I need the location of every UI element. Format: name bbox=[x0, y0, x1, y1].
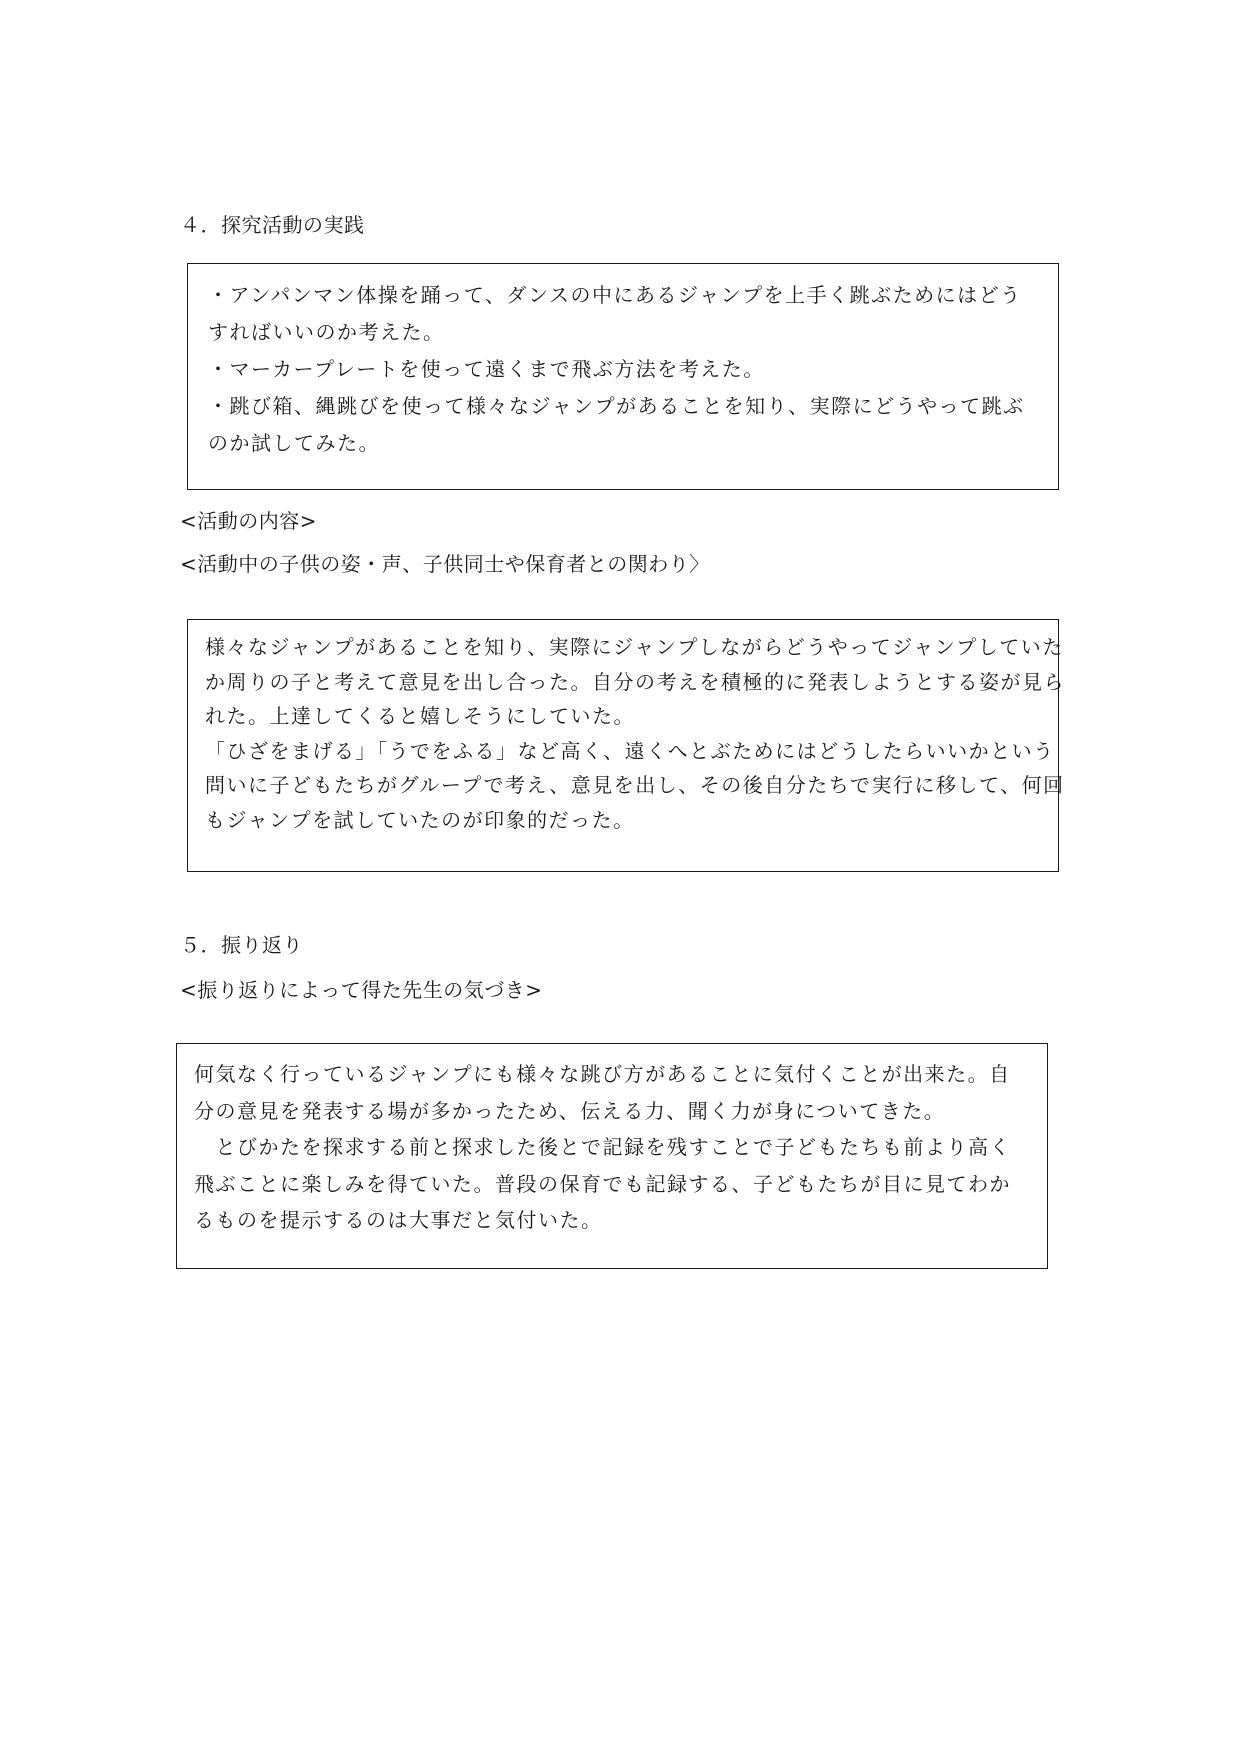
observation-line: 様々なジャンプがあることを知り、実際にジャンプしながらどうやってジャンプしていた bbox=[205, 635, 1064, 659]
teacher-insight-box bbox=[176, 1043, 1048, 1269]
insight-line: 何気なく行っているジャンプにも様々な跳び方があることに気付くことが出来た。自 bbox=[194, 1062, 1011, 1086]
section-4-heading: ４．探究活動の実践 bbox=[180, 213, 365, 237]
practice-line: ・アンパンマン体操を踊って、ダンスの中にあるジャンプを上手く跳ぶためにはどう bbox=[208, 283, 1022, 307]
activity-practice-box bbox=[187, 263, 1059, 490]
children-observation-box bbox=[187, 619, 1065, 872]
insight-line: とびかたを探求する前と探求した後とで記録を残すことで子どもたちも前より高く bbox=[194, 1135, 1011, 1159]
observation-line: 「ひざをまげる」「うでをふる」など高く、遠くへとぶためにはどうしたらいいかという bbox=[205, 738, 1055, 763]
children-interaction-label: <活動中の子供の姿・声、子供同士や保育者との関わり〉 bbox=[180, 552, 710, 576]
observation-line: 問いに子どもたちがグループで考え、意見を出し、その後自分たちで実行に移して、何回 bbox=[205, 773, 1065, 797]
practice-line: のか試してみた。 bbox=[208, 431, 380, 455]
observation-line: もジャンプを試していたのが印象的だった。 bbox=[205, 807, 635, 832]
insight-line: 分の意見を発表する場が多かったため、伝える力、聞く力が身についてきた。 bbox=[194, 1098, 946, 1123]
practice-line: ・マーカープレートを使って遠くまで飛ぶ方法を考えた。 bbox=[208, 357, 765, 381]
observation-line: れた。上達してくると嬉しそうにしていた。 bbox=[205, 704, 635, 728]
section-5-heading: ５．振り返り bbox=[180, 933, 303, 957]
teacher-insight-label: <振り返りによって得た先生の気づき> bbox=[180, 978, 543, 1002]
insight-line: 飛ぶことに楽しみを得ていた。普段の保育でも記録する、子どもたちが目に見てわか bbox=[194, 1171, 1011, 1196]
practice-line: すればいいのか考えた。 bbox=[208, 320, 445, 344]
insight-line: るものを提示するのは大事だと気付いた。 bbox=[194, 1208, 603, 1232]
practice-line: ・跳び箱、縄跳びを使って様々なジャンプがあることを知り、実際にどうやって跳ぶ bbox=[208, 394, 1025, 418]
observation-line: か周りの子と考えて意見を出し合った。自分の考えを積極的に発表しようとする姿が見ら bbox=[205, 669, 1065, 694]
activity-content-label: <活動の内容> bbox=[180, 509, 318, 533]
